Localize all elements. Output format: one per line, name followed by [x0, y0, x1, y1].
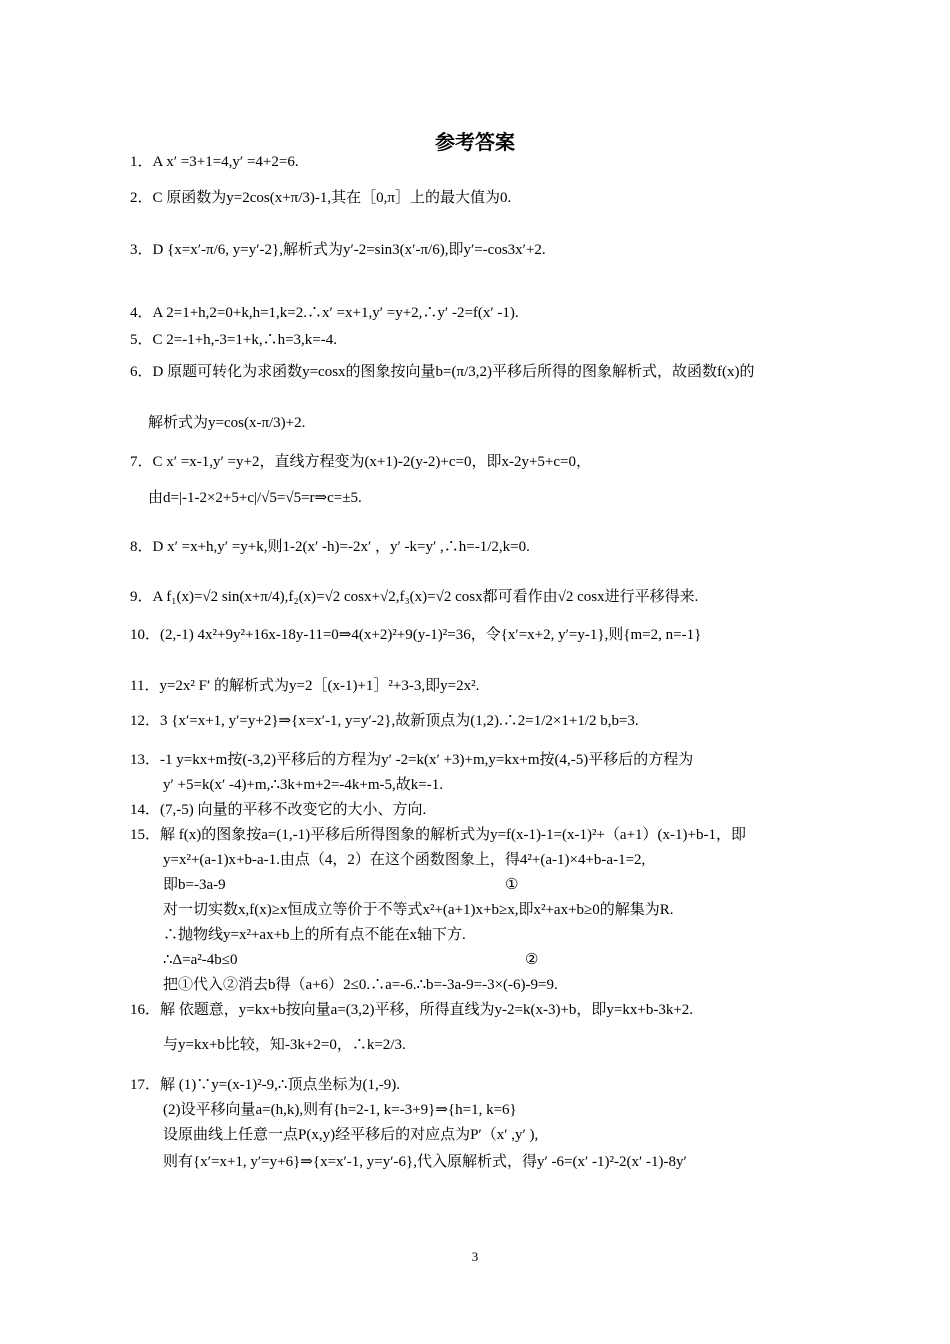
- answer-line: 15．解 f(x)的图象按a=(1,-1)平移后所得图象的解析式为y=f(x-1)-1=(x-1)²+（a+1）(x-1)+b-1，即: [130, 827, 746, 843]
- answer-line: 6．D 原题可转化为求函数y=cosx的图象按向量b=(π/3,2)平移后所得的图象解析式，故函数f(x)的: [130, 364, 755, 380]
- page-title: 参考答案: [435, 130, 515, 154]
- answer-line: y′ +5=k(x′ -4)+m,∴3k+m+2=-4k+m-5,故k=-1.: [163, 777, 444, 793]
- answer-line: 把①代入②消去b得（a+6）2≤0.∴a=-6.∴b=-3a-9=-3×(-6)-9=9.: [163, 977, 558, 993]
- answer-line: ∴抛物线y=x²+ax+b上的所有点不能在x轴下方.: [163, 927, 466, 943]
- answer-line: 2．C 原函数为y=2cos(x+π/3)-1,其在［0,π］上的最大值为0.: [130, 190, 512, 206]
- answer-line: 13．-1 y=kx+m按(-3,2)平移后的方程为y′ -2=k(x′ +3)+m,y=kx+m按(4,-5)平移后的方程为: [130, 752, 694, 768]
- answer-line: 解析式为y=cos(x-π/3)+2.: [148, 415, 306, 431]
- answer-line: 即b=-3a-9: [163, 877, 226, 893]
- answer-line: 9．A f₁(x)=√2 sin(x+π/4),f₂(x)=√2 cosx+√2,f₃(x)=√2 cosx都可看作由√2 cosx进行平移得来.: [130, 589, 699, 605]
- answer-line: 8．D x′ =x+h,y′ =y+k,则1-2(x′ -h)=-2x′ ，y′ -k=y′ ,∴h=-1/2,k=0.: [130, 539, 530, 555]
- equation-marker: ②: [525, 952, 539, 968]
- answer-line: (2)设平移向量a=(h,k),则有{h=2-1, k=-3+9}⇒{h=1, k=6}: [163, 1102, 517, 1118]
- answer-line: 17．解 (1)∵y=(x-1)²-9,∴顶点坐标为(1,-9).: [130, 1077, 400, 1093]
- answer-line: 4．A 2=1+h,2=0+k,h=1,k=2.∴x′ =x+1,y′ =y+2,∴y′ -2=f(x′ -1).: [130, 305, 519, 321]
- answer-line: 14．(7,-5) 向量的平移不改变它的大小、方向.: [130, 802, 427, 818]
- answer-line: 设原曲线上任意一点P(x,y)经平移后的对应点为P′（x′ ,y′ ),: [163, 1127, 539, 1143]
- answer-line: 由d=|-1-2×2+5+c|/√5=√5=r⇒c=±5.: [148, 490, 362, 506]
- answer-line: 5．C 2=-1+h,-3=1+k,∴h=3,k=-4.: [130, 332, 337, 348]
- page-number: 3: [471, 1249, 479, 1264]
- answer-line: 1．A x′ =3+1=4,y′ =4+2=6.: [130, 154, 299, 170]
- answer-line: 与y=kx+b比较，知-3k+2=0，∴k=2/3.: [163, 1037, 406, 1053]
- answer-line: 12．3 {x′=x+1, y′=y+2}⇒{x=x′-1, y=y′-2},故新顶点为(1,2).∴2=1/2×1+1/2 b,b=3.: [130, 713, 639, 729]
- answer-line: 11．y=2x² F′ 的解析式为y=2［(x-1)+1］²+3-3,即y=2x².: [130, 678, 480, 694]
- answer-line: 16．解 依题意，y=kx+b按向量a=(3,2)平移，所得直线为y-2=k(x-3)+b，即y=kx+b-3k+2.: [130, 1002, 694, 1018]
- answer-line: 7．C x′ =x-1,y′ =y+2，直线方程变为(x+1)-2(y-2)+c=0，即x-2y+5+c=0，: [130, 454, 591, 470]
- answer-line: 对一切实数x,f(x)≥x恒成立等价于不等式x²+(a+1)x+b≥x,即x²+ax+b≥0的解集为R.: [163, 902, 674, 918]
- answer-line: 10．(2,-1) 4x²+9y²+16x-18y-11=0⇒4(x+2)²+9(y-1)²=36，令{x′=x+2, y′=y-1},则{m=2, n=-1}: [130, 627, 702, 643]
- answer-line: y=x²+(a-1)x+b-a-1.由点（4，2）在这个函数图象上，得4²+(a-1)×4+b-a-1=2,: [163, 852, 646, 868]
- answer-line: 则有{x′=x+1, y′=y+6}⇒{x=x′-1, y=y′-6},代入原解析式，得y′ -6=(x′ -1)²-2(x′ -1)-8y′: [163, 1154, 687, 1170]
- answer-line: ∴Δ=a²-4b≤0: [163, 952, 238, 968]
- answer-line: 3．D {x=x′-π/6, y=y′-2},解析式为y′-2=sin3(x′-π/6),即y′=-cos3x′+2.: [130, 242, 546, 258]
- equation-marker: ①: [505, 877, 519, 893]
